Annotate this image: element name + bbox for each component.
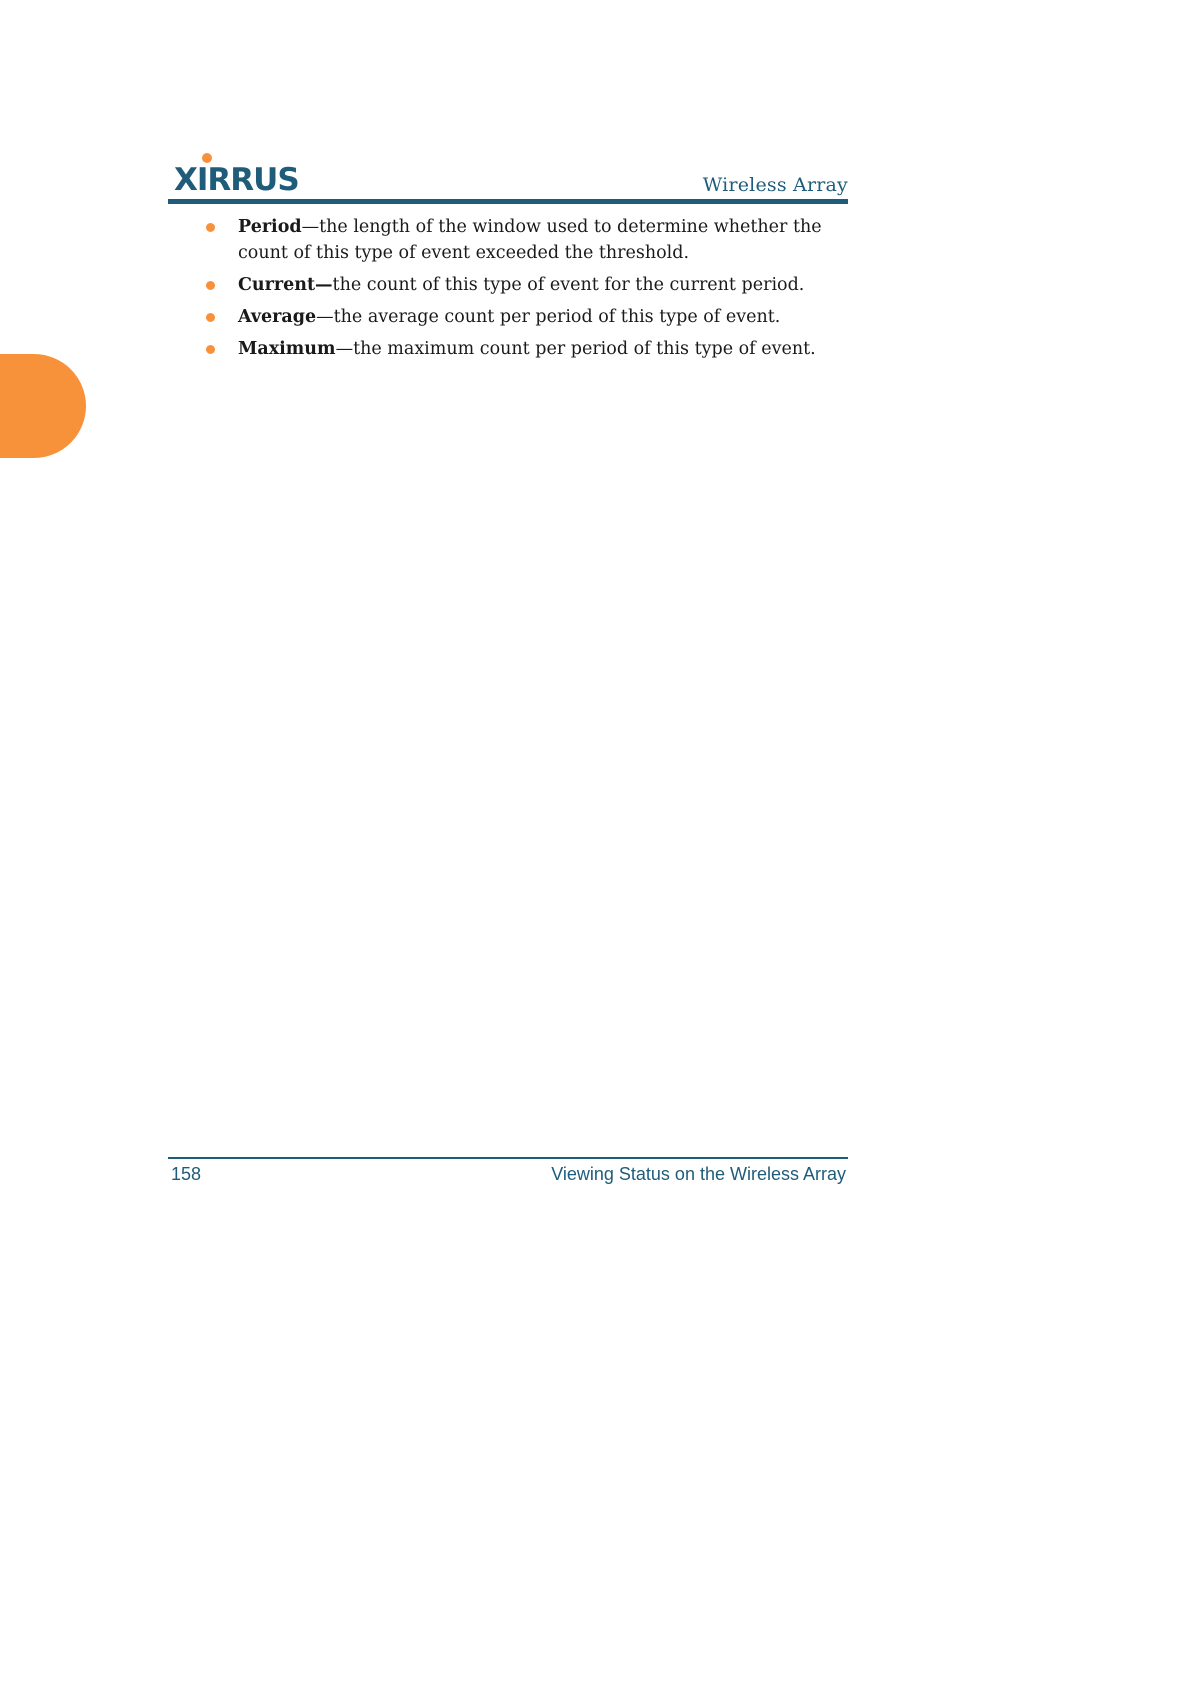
bullet-description: —the average count per period of this type of event.: [316, 307, 781, 327]
bullet-icon: [206, 313, 215, 322]
header-title: Wireless Array: [702, 174, 848, 196]
bullet-description: —the maximum count per period of this type of event.: [335, 339, 816, 359]
bullet-icon: [206, 345, 215, 354]
bullet-description: —the length of the window used to determine whether the count of this type of event exceeded the threshold.: [238, 217, 822, 263]
footer-section-title: Viewing Status on the Wireless Array: [551, 1164, 846, 1184]
header-divider: [168, 199, 848, 204]
bullet-term: Period: [238, 217, 302, 237]
bullet-list: [200, 214, 850, 368]
list-item: [200, 272, 850, 298]
chapter-tab: [0, 354, 86, 458]
bullet-term: Maximum: [238, 339, 336, 359]
bullet-icon: [206, 223, 215, 232]
svg-text:XIRRUS: XIRRUS: [174, 162, 299, 194]
bullet-term: Average: [238, 307, 317, 327]
bullet-term: Current—: [238, 275, 333, 295]
list-item: [200, 336, 850, 362]
page-number: 158: [171, 1164, 202, 1184]
bullet-description: the count of this type of event for the current period.: [332, 275, 805, 295]
list-item: [200, 214, 850, 266]
footer-divider: [168, 1157, 848, 1159]
list-item: [200, 304, 850, 330]
bullet-icon: [206, 281, 215, 290]
xirrus-logo: [174, 152, 310, 194]
